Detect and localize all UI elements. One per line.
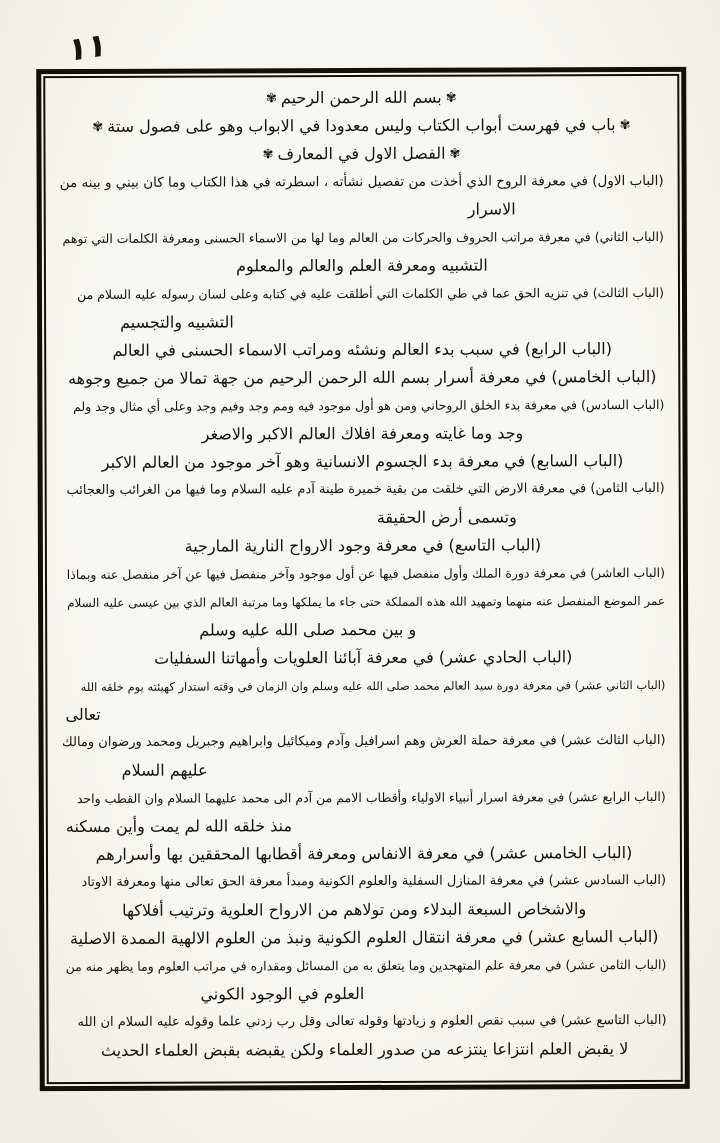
floral-ornament-icon: ✾ bbox=[619, 118, 631, 134]
toc-continuation-line: التشبيه والتجسيم bbox=[120, 312, 234, 332]
toc-continuation-line: وجد وما غايته ومعرفة افلاك العالم الاكبر والاصغر bbox=[201, 423, 524, 444]
toc-content bbox=[45, 76, 681, 1082]
bab-entry-line: (الباب الثامن عشر) في معرفة علم المتهجدين وما يتعلق به من المسائل ومقداره في مراتب العلوم وما يظهر منه من bbox=[65, 956, 667, 975]
bab-entry-line: (الباب الرابع عشر) في معرفة اسرار أنبياء الاولياء وأقطاب الامم من آدم الى محمد عليهما السلام وان القطب واحد bbox=[76, 788, 666, 807]
heading-text: باب في فهرست أبواب الكتاب وليس معدودا في الابواب وهو على فصول ستة bbox=[107, 115, 616, 136]
bab-entry-line: (الباب السادس عشر) في معرفة المنازل السفلية والعلوم الكونية ومبدأ معرفة الحق تعالى منها ومعرفة الاوتاد bbox=[81, 872, 667, 890]
page-number: ١١ bbox=[67, 24, 108, 70]
bab-entry-line: (الباب الاول) في معرفة الروح الذي أخذت من تفصيل نشأته ، اسطرته في هذا الكتاب وما كان بيني و بينه من bbox=[59, 172, 664, 192]
bab-entry-line: (الباب السابع عشر) في معرفة انتقال العلوم الكونية ونبذ من العلوم الالهية الممدة الاصلية bbox=[69, 926, 659, 949]
basmala-heading bbox=[59, 83, 663, 113]
bab-entry-line: (الباب السابع) في معرفة بدء الجسوم الانسانية وهو آخر موجود من العالم الاكبر bbox=[101, 451, 624, 472]
floral-ornament-icon: ✾ bbox=[449, 146, 461, 162]
bab-entry-line: (الباب الثالث) في تنزيه الحق عما في طي الكلمات التي أطلقت عليه في كتابه وعلى لسان رسوله عليه السلام من bbox=[77, 284, 665, 302]
heading-text: الفصل الاول في المعارف bbox=[277, 143, 446, 164]
section-heading bbox=[59, 139, 663, 169]
bab-entry-line: (الباب الثاني عشر) في معرفة دورة سيد العالم محمد صلى الله عليه وسلم وان الزمان في وقته استدار كهيئته يوم خلقه الله bbox=[80, 677, 666, 694]
page-border-inner-rule bbox=[43, 74, 683, 1084]
bab-entry-line: (الباب التاسع) في معرفة وجود الارواح النارية المارجية bbox=[184, 535, 542, 556]
toc-continuation-line: تعالى bbox=[65, 704, 101, 725]
toc-continuation-line: منذ خلقه الله لم يمت وأين مسكنه bbox=[65, 816, 293, 837]
toc-continuation-line: وتسمى أرض الحقيقة bbox=[376, 507, 517, 527]
toc-continuation-line: و بين محمد صلى الله عليه وسلم bbox=[199, 619, 417, 640]
bab-entry-line: (الباب الخامس عشر) في معرفة الانفاس ومعرفة أقطابها المحققين بها وأسرارهم bbox=[95, 843, 633, 864]
bab-entry-line: (الباب السادس) في معرفة بدء الخلق الروحاني ومن هو أول موجود فيه ومم وجد وفيم وجد وعلى أي مثال وجد ولم bbox=[73, 396, 665, 415]
floral-ornament-icon: ✾ bbox=[92, 119, 104, 135]
toc-continuation-line: والاشخاص السبعة البدلاء ومن تولاهم من الارواح العلوية وترتيب أفلاكها bbox=[122, 899, 587, 920]
bab-entry-line: (الباب الحادي عشر) في معرفة آبائنا العلويات وأمهاتنا السفليات bbox=[154, 647, 573, 668]
bab-entry-line: (الباب الرابع) في سبب بدء العالم ونشئه ومراتب الاسماء الحسنى في العالم bbox=[112, 339, 612, 360]
toc-continuation-line: عليهم السلام bbox=[121, 760, 208, 780]
floral-ornament-icon: ✾ bbox=[265, 91, 277, 107]
bab-entry-line: (الباب الثاني) في معرفة مراتب الحروف والحركات من العالم وما لها من الاسماء الحسنى ومعرفة الكلمات التي توهم bbox=[62, 228, 664, 247]
toc-continuation-line: العلوم في الوجود الكوني bbox=[200, 983, 365, 1004]
floral-ornament-icon: ✾ bbox=[262, 147, 274, 163]
toc-continuation-line: التشبيه ومعرفة العلم والعالم والمعلوم bbox=[236, 255, 488, 276]
bab-entry-line: (الباب الثامن) في معرفة الارض التي خلقت من بقية خميرة طينة آدم عليه السلام وما فيها من الغرائب والعجائب bbox=[66, 480, 665, 499]
chapter-heading bbox=[59, 111, 663, 141]
toc-continuation-line: الاسرار bbox=[467, 199, 516, 219]
heading-text: بسم الله الرحمن الرحيم bbox=[280, 87, 442, 108]
floral-ornament-icon: ✾ bbox=[445, 90, 457, 106]
bab-entry-line: (الباب التاسع عشر) في سبب نقص العلوم و زيادتها وقوله تعالى وقل رب زدني علما وقوله عليه السلام ان الله bbox=[77, 1012, 667, 1030]
bab-entry-line: (الباب الثالث عشر) في معرفة حملة العرش وهم اسرافيل وآدم وميكائيل وابراهيم وجبريل ومحمد ورضوان ومالك bbox=[62, 732, 666, 751]
bab-entry-line: (الباب الخامس) في معرفة أسرار بسم الله الرحمن الرحيم من جهة تمالا من جميع وجوهه bbox=[68, 366, 657, 389]
toc-continuation-line: لا يقبض العلم انتزاعا ينتزعه من صدور العلماء ولكن يقبضه بقبض العلماء الحديث bbox=[100, 1039, 629, 1060]
bab-entry-line: (الباب العاشر) في معرفة دورة الملك وأول منفصل فيها عن أول موجود وآخر منفصل فيها عن آخر منفصل عنه وبماذا bbox=[66, 564, 666, 583]
page-border-frame bbox=[36, 67, 690, 1091]
toc-continuation-line: عمر الموضع المنفصل عنه منهما وتمهيد الله هذه المملكة حتى جاء ما يملكها وما مرتبة العالم الذي بين عيسى عليه السلام bbox=[67, 593, 666, 611]
